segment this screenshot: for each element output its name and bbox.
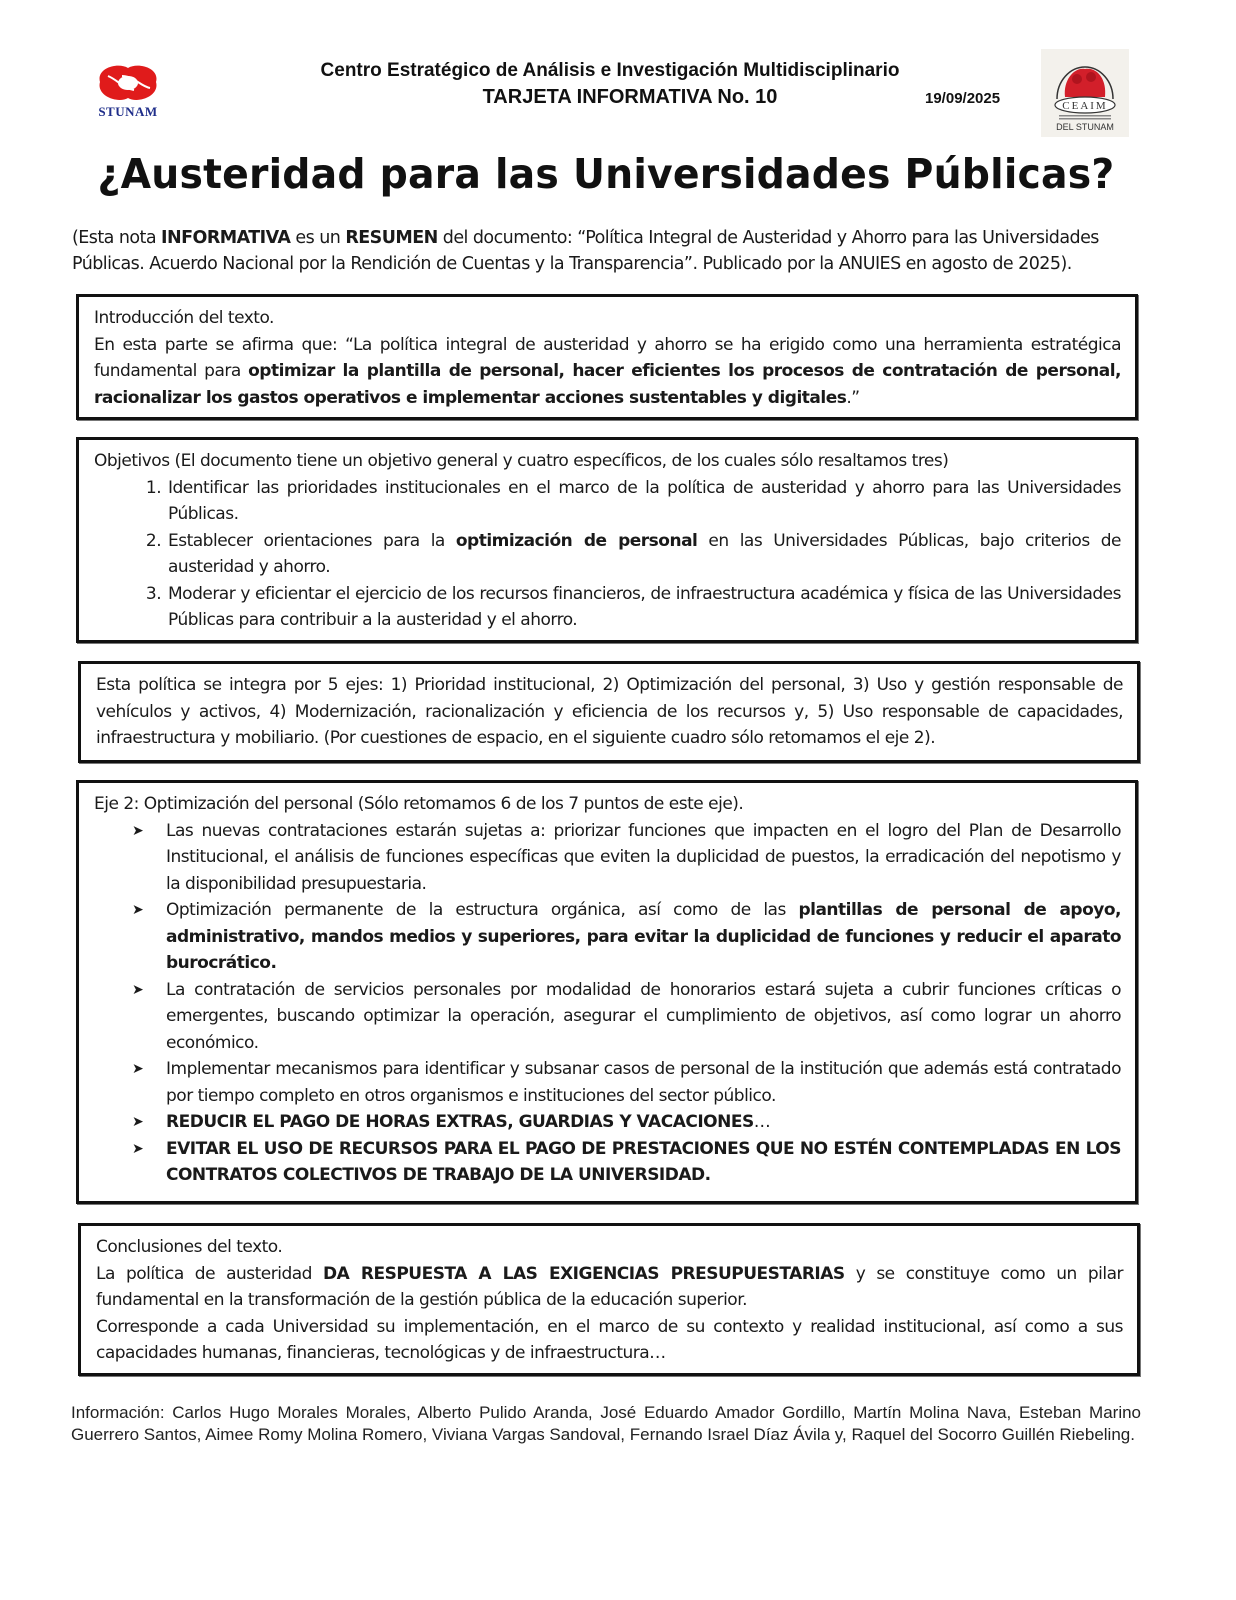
objectives-list xyxy=(94,475,1121,634)
summary-note-text: es un xyxy=(290,228,346,248)
axis2-item: ➤ Optimización permanente de la estructura orgánica, así como de las plantillas de personal de apoyo, administrativo, mandos medios y superiores, para evitar la duplicidad de funciones y reducir el aparato burocrático. xyxy=(166,897,1121,977)
axis2-item: ➤ REDUCIR EL PAGO DE HORAS EXTRAS, GUARDIAS Y VACACIONES… xyxy=(166,1109,1121,1136)
organization-name: Centro Estratégico de Análisis e Investigación Multidisciplinario xyxy=(320,60,900,81)
conclusions-heading: Conclusiones del texto. xyxy=(96,1237,283,1257)
ceaim-logo xyxy=(1041,49,1129,137)
axes-box xyxy=(78,661,1140,763)
axes-text: Esta política se integra por 5 ejes: 1) Prioridad institucional, 2) Optimización del personal, 3) Uso y gestión responsable de vehículos y activos, 4) Modernización, racionalización y eficiencia de los recursos y, 5) Uso responsable de capacidades, infraestructura y mobiliario. (Por cuestiones de espacio, en el siguiente cuadro sólo retomamos el eje 2). xyxy=(96,675,1123,748)
arrowhead-bullet-icon: ➤ xyxy=(132,1140,144,1157)
summary-note xyxy=(72,225,1142,277)
objectives-box xyxy=(76,437,1138,643)
arrowhead-bullet-icon: ➤ xyxy=(132,981,144,998)
svg-text:CEAIM: CEAIM xyxy=(1062,100,1108,112)
objectives-heading: Objetivos (El documento tiene un objetivo general y cuatro específicos, de los cuales sólo resaltamos tres) xyxy=(94,451,949,471)
axis2-item: ➤ Las nuevas contrataciones estarán sujetas a: priorizar funciones que impacten en el logro del Plan de Desarrollo Institucional, el análisis de funciones específicas que eviten la duplicidad de puestos, la erradicación del nepotismo y la disponibilidad presupuestaria. xyxy=(166,818,1121,898)
document-date: 19/09/2025 xyxy=(925,90,1001,107)
introduction-heading: Introducción del texto. xyxy=(94,308,274,328)
conclusions-text: La política de austeridad DA RESPUESTA A LAS EXIGENCIAS PRESUPUESTARIAS y se constituye como un pilar fundamental en la transformación de la gestión pública de la educación superior. xyxy=(96,1263,1123,1310)
axis2-item: ➤ Implementar mecanismos para identificar y subsanar casos de personal de la institución que además está contratado por tiempo completo en otros organismos e instituciones del sector público. xyxy=(166,1056,1121,1109)
stunam-logo xyxy=(88,60,168,130)
arrowhead-bullet-icon: ➤ xyxy=(132,902,144,918)
arrowhead-bullet-icon: ➤ xyxy=(132,1061,144,1077)
stunam-logo-text: STUNAM xyxy=(98,104,158,119)
conclusions-text-2: Corresponde a cada Universidad su implementación, en el marco de su contexto y realidad institucional, así como a sus capacidades humanas, financieras, tecnológicas y de infraestructura… xyxy=(96,1316,1123,1363)
objective-item: 3. Moderar y eficientar el ejercicio de los recursos financieros, de infraestructura académica y física de las Universidades Públicas para contribuir a la austeridad y el ahorro. xyxy=(166,581,1121,634)
page-title: ¿Austeridad para las Universidades Públicas? xyxy=(97,150,1115,198)
credits: Información: Carlos Hugo Morales Morales, Alberto Pulido Aranda, José Eduardo Amador Gordillo, Martín Molina Nava, Esteban Marino Guerrero Santos, Aimee Romy Molina Romero, Viviana Vargas Sandoval, Fernando Israel Díaz Ávila y, Raquel del Socorro Guillén Riebeling. xyxy=(71,1403,1141,1444)
svg-text:DEL STUNAM: DEL STUNAM xyxy=(1056,122,1114,132)
axis2-item: ➤ EVITAR EL USO DE RECURSOS PARA EL PAGO DE PRESTACIONES QUE NO ESTÉN CONTEMPLADAS EN LOS CONTRATOS COLECTIVOS DE TRABAJO DE LA UNIVERSIDAD. xyxy=(166,1136,1121,1189)
axis2-heading: Eje 2: Optimización del personal (Sólo retomamos 6 de los 7 puntos de este eje). xyxy=(94,794,744,814)
summary-note-text: (Esta nota xyxy=(72,228,162,248)
document-header xyxy=(0,0,1236,150)
introduction-text: En esta parte se afirma que: “La política integral de austeridad y ahorro se ha erigido como una herramienta estratégica fundamental para optimizar la plantilla de personal, hacer eficientes los procesos de contratación de personal, racionalizar los gastos operativos e implementar acciones sustentables y digitales.” xyxy=(94,334,1122,408)
ceaim-logo-icon xyxy=(1041,49,1129,137)
stunam-logo-icon xyxy=(88,60,168,106)
introduction-box xyxy=(76,294,1138,420)
introduction-emphasis: optimizar la plantilla de personal, hacer eficientes los procesos de contratación de personal, racionalizar los gastos operativos e implementar acciones sustentables y digitales xyxy=(94,361,1122,408)
objective-item: 2. Establecer orientaciones para la optimización de personal en las Universidades Públicas, bajo criterios de austeridad y ahorro. xyxy=(166,528,1121,581)
axis2-item: ➤ La contratación de servicios personales por modalidad de honorarios estará sujeta a cubrir funciones críticas o emergentes, buscando optimizar la operación, asegurar el cumplimiento de objetivos, así como lograr un ahorro económico. xyxy=(166,977,1121,1057)
arrowhead-bullet-icon: ➤ xyxy=(132,822,144,839)
summary-note-bold: RESUMEN xyxy=(345,228,438,248)
summary-note-bold: INFORMATIVA xyxy=(161,228,291,248)
objective-item: 1. Identificar las prioridades institucionales en el marco de la política de austeridad y ahorro para las Universidades Públicas. xyxy=(166,475,1121,528)
arrowhead-bullet-icon: ➤ xyxy=(132,1114,144,1130)
axis2-list xyxy=(94,818,1121,1189)
conclusions-emphasis: DA RESPUESTA A LAS EXIGENCIAS PRESUPUESTARIAS xyxy=(323,1263,845,1284)
conclusions-box xyxy=(78,1223,1140,1376)
axis2-box xyxy=(76,780,1138,1204)
card-title: TARJETA INFORMATIVA No. 10 xyxy=(482,86,778,108)
summary-note-text: del documento: “Política Integral de Austeridad y Ahorro para las Universidades Públicas. Acuerdo Nacional por la Rendición de Cuentas y la Transparencia”. Publicado por la ANUIES en agosto de 2025). xyxy=(72,228,1099,274)
